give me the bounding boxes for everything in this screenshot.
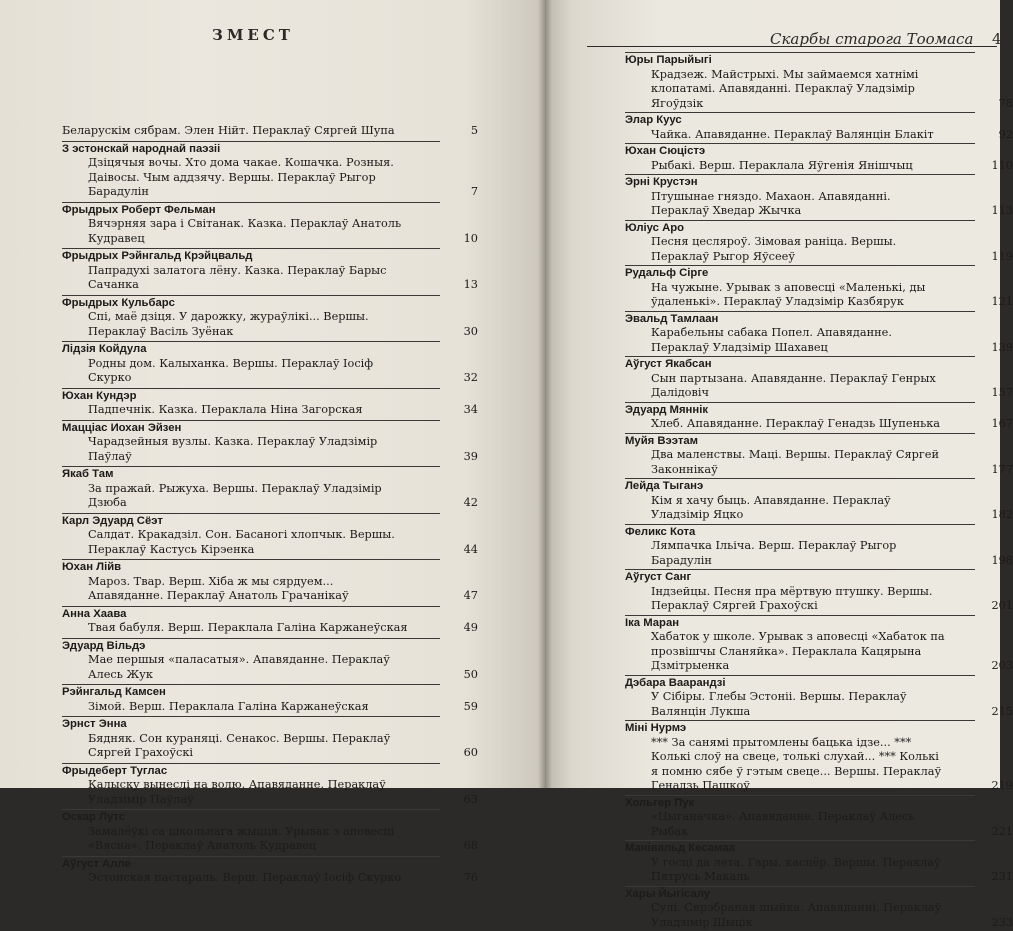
toc-author: Оскар Лутс	[62, 809, 440, 825]
toc-work	[62, 731, 478, 761]
toc-author: Фрыдеберт Туглас	[62, 763, 440, 779]
toc-entry	[62, 124, 478, 139]
toc-work-text: Крадзеж. Майстрыхі. Мы займаемся хатнімі клопатамі. Апавяданні. Пераклаў Уладзімір Ягоўдзік	[651, 67, 919, 110]
toc-work	[625, 448, 1013, 477]
toc-work	[62, 824, 478, 854]
toc-entry	[625, 52, 1013, 111]
toc-work-text: Два маленствы. Маці. Вершы. Пераклаў Сяргей Законнікаў	[651, 448, 939, 476]
toc-work	[625, 584, 1013, 614]
toc-author: З эстонскай народнай паэзіі	[62, 141, 440, 157]
toc-author: Эвальд Тамлаан	[625, 311, 975, 327]
toc-author: Юліус Аро	[625, 220, 975, 236]
toc-author: Дэбара Ваарандзі	[625, 675, 975, 691]
toc-entry	[625, 478, 1013, 523]
toc-work-text: Хлеб. Апавяданне. Пераклаў Генадзь Шупенька	[651, 417, 941, 430]
toc-entry	[62, 141, 478, 200]
toc-page-number: 5	[470, 124, 478, 137]
toc-page-number: 233	[991, 915, 1013, 929]
toc-work	[625, 127, 1013, 143]
toc-author: Муйя Вээтам	[625, 433, 975, 449]
toc-author: Анна Хаава	[62, 606, 440, 622]
toc-work	[625, 901, 1013, 930]
toc-work	[625, 630, 1013, 674]
toc-author: Аўгуст Санг	[625, 569, 975, 585]
toc-entry	[62, 248, 478, 293]
toc-page-number: 39	[463, 449, 478, 463]
toc-work	[62, 156, 478, 200]
toc-page-number: 177	[991, 462, 1013, 476]
toc-author: Юхан Лійв	[62, 559, 440, 575]
toc-page-number: 119	[991, 249, 1013, 263]
toc-author: Якаб Там	[62, 466, 440, 482]
toc-work-text: Папрадухі залатога лёну. Казка. Пераклаў Барыс Сачанка	[88, 263, 387, 291]
toc-page-number: 139	[991, 340, 1013, 354]
toc-work-text: Эстонская пастараль. Верш. Пераклаў Іосіф Скурко	[88, 871, 402, 884]
toc-author: Фрыдрых Роберт Фельман	[62, 202, 440, 218]
toc-entry	[625, 356, 1013, 401]
toc-entry	[625, 174, 1013, 219]
toc-page-number: 121	[991, 295, 1013, 308]
toc-work-text: У госці да лета. Гары, касцёр. Вершы. Пераклаў Пятрусь Макаль	[651, 855, 941, 883]
header-rule	[587, 46, 997, 47]
toc-title: ЗМЕСТ	[212, 26, 294, 44]
toc-entry	[62, 513, 478, 558]
toc-page-number: 167	[991, 417, 1013, 430]
toc-entry	[625, 524, 1013, 569]
toc-entry	[62, 809, 478, 854]
toc-work	[62, 435, 478, 464]
toc-work	[625, 417, 1013, 432]
toc-entry	[62, 388, 478, 418]
toc-work-text: У Сібіры. Глебы Эстоніі. Вершы. Пераклаў Валянцін Лукша	[651, 690, 907, 718]
toc-author: Аўгуст Якабсан	[625, 356, 975, 372]
toc-work	[625, 67, 1013, 112]
toc-page-number: 63	[463, 792, 478, 806]
toc-work	[62, 653, 478, 682]
toc-work-text: Падпечнік. Казка. Пераклала Ніна Загорская	[88, 403, 363, 416]
toc-page-number: 157	[991, 386, 1013, 399]
toc-page-number: 201	[991, 599, 1013, 612]
toc-work-text: За пражай. Рыжуха. Вершы. Пераклаў Уладзімір Дзюба	[88, 481, 382, 509]
toc-author: Феликс Кота	[625, 524, 975, 540]
toc-page-number: 13	[463, 278, 478, 291]
toc-author: Эдуард Вільдэ	[62, 638, 440, 654]
toc-author: Фрыдрых Рэйнгальд Крэйцвальд	[62, 248, 440, 264]
toc-entry	[62, 420, 478, 465]
toc-work	[62, 310, 478, 339]
toc-work	[62, 528, 478, 557]
toc-work-text: Птушынае гняздо. Махаон. Апавяданні. Пераклаў Хведар Жычка	[651, 189, 891, 217]
toc-page-number: 34	[463, 403, 478, 416]
toc-work-text: Сулі. Сярэбраная шыйка. Апавяданні. Пераклаў Уладзімір Шыцік	[651, 901, 942, 929]
toc-work-text: Сын партызана. Апавяданне. Пераклаў Генрых Далідовіч	[651, 371, 936, 399]
toc-work-text: Мае першыя «паласатыя». Апавяданне. Пераклаў Алесь Жук	[88, 653, 390, 681]
toc-work-text: Салдат. Кракадзіл. Сон. Басаногі хлопчык. Вершы. Пераклаў Кастусь Кірэенка	[88, 528, 395, 556]
toc-entry	[625, 265, 1013, 310]
toc-entry	[62, 295, 478, 340]
toc-page-number: 113	[991, 204, 1013, 217]
toc-entry	[625, 840, 1013, 885]
toc-work	[62, 403, 478, 418]
toc-author: Эрнст Энна	[62, 716, 440, 732]
toc-entry	[625, 720, 1013, 794]
toc-work-text: Вячэрняя зара і Світанак. Казка. Пераклаў Анатоль Кудравец	[88, 217, 402, 245]
toc-page-number: 198	[991, 553, 1013, 567]
toc-author: Хары Йыгісалу	[625, 886, 975, 902]
toc-page-number: 110	[991, 158, 1013, 172]
toc-author: Эрні Крустэн	[625, 174, 975, 190]
toc-page-number: 44	[463, 542, 478, 556]
toc-work-text: Спі, маё дзіця. У дарожку, жураўлікі... Вершы. Пераклаў Васіль Зуёнак	[88, 310, 369, 338]
toc-page-number: 60	[463, 746, 478, 759]
toc-page-number: 182	[991, 508, 1013, 521]
toc-entry	[625, 569, 1013, 614]
page-number: 4	[992, 30, 1002, 48]
toc-page-number: 49	[463, 621, 478, 634]
toc-page-number: 219	[991, 779, 1013, 792]
toc-work-text: Родны дом. Калыханка. Вершы. Пераклаў Іосіф Скурко	[88, 356, 374, 384]
toc-entry	[625, 795, 1013, 840]
toc-work-text: Хабаток у школе. Урывак з аповесці «Хабаток па прозвішчы Сланяйка». Пераклала Кацярына Дзмітрыенка	[651, 630, 945, 672]
toc-page-number: 42	[463, 496, 478, 509]
toc-work	[62, 481, 478, 511]
toc-work	[625, 280, 1013, 310]
toc-work	[625, 810, 1013, 839]
toc-entry	[625, 615, 1013, 674]
toc-author: Лідзія Койдула	[62, 341, 440, 357]
toc-author: Аўгуст Алле	[62, 856, 440, 872]
toc-author: Лейда Тыганэ	[625, 478, 975, 494]
toc-author: Хольгер Пук	[625, 795, 975, 811]
toc-work	[625, 189, 1013, 219]
toc-author: Фрыдрых Кульбарс	[62, 295, 440, 311]
toc-author: Юхан Кундэр	[62, 388, 440, 404]
toc-work-text: Песня цесляроў. Зімовая раніца. Вершы. Пераклаў Рыгор Яўсееў	[651, 235, 897, 263]
toc-work	[625, 690, 1013, 719]
toc-entry	[62, 716, 478, 761]
running-head: Скарбы старога Тоомаса	[770, 30, 974, 48]
toc-page-number: 231	[991, 870, 1013, 883]
toc-work-text: Бядняк. Сон кураняці. Сенакос. Вершы. Пераклаў Сяргей Грахоўскі	[88, 731, 391, 759]
toc-work	[625, 235, 1013, 264]
toc-work-text: Калыску вынеслі на волю. Апавяданне. Пераклаў Уладзімір Паўлаў	[88, 778, 386, 806]
toc-entry	[625, 112, 1013, 142]
toc-entry	[62, 638, 478, 683]
toc-page-number: 7	[470, 185, 478, 198]
toc-entry	[625, 402, 1013, 432]
toc-page-number: 50	[463, 667, 478, 681]
toc-work	[62, 217, 478, 246]
toc-entry	[62, 466, 478, 511]
toc-list-right	[625, 52, 1013, 931]
toc-page-number: 221	[991, 824, 1013, 838]
toc-work-text: *** За санямі прытомлены бацька ідзе... *** Колькі слоў на свеце, толькі слухай... *** Колькі я помню сябе ў гэтым свеце... Вершы. Пераклаў Генадзь Пашкоў	[651, 735, 942, 792]
toc-work-text: Рыбакі. Верш. Пераклала Яўгенія Янішчыц	[651, 158, 913, 172]
toc-work-text: Мароз. Твар. Верш. Хіба ж мы сярдуем... Апавяданне. Пераклаў Анатоль Грачанікаў	[88, 574, 349, 602]
toc-work-text: Карабельны сабака Попел. Апавяданне. Пераклаў Уладзімір Шахавец	[651, 326, 892, 354]
toc-work-text: «Цыганачка». Апавяданне. Пераклаў Алесь Рыбак	[651, 810, 915, 838]
toc-work-text: Чарадзейныя вузлы. Казка. Пераклаў Уладзімір Паўлаў	[88, 435, 378, 463]
toc-entry	[625, 675, 1013, 720]
toc-work-text: Кім я хачу быць. Апавяданне. Пераклаў Уладзімір Яцко	[651, 493, 891, 521]
toc-entry	[62, 856, 478, 886]
toc-author: Эдуард Мяннік	[625, 402, 975, 418]
toc-page-number: 32	[463, 371, 478, 384]
toc-work	[62, 699, 478, 715]
toc-author: Мацціас Иохан Эйзен	[62, 420, 440, 436]
toc-author: Міні Нурмэ	[625, 720, 975, 736]
toc-author: Юхан Сюцістэ	[625, 143, 975, 159]
toc-entry	[62, 341, 478, 386]
book-gutter	[538, 0, 552, 788]
toc-entry	[625, 311, 1013, 356]
toc-work	[62, 263, 478, 293]
toc-entry	[62, 606, 478, 636]
toc-work	[62, 871, 478, 886]
toc-list-left	[62, 124, 478, 888]
toc-page-number: 92	[998, 127, 1013, 141]
toc-work	[625, 539, 1013, 568]
toc-entry	[625, 433, 1013, 478]
toc-work	[625, 735, 1013, 794]
toc-page-number: 76	[463, 871, 478, 884]
toc-work-text: Беларускім сябрам. Элен Нійт. Пераклаў Сяргей Шупа	[62, 124, 395, 137]
toc-work	[625, 493, 1013, 523]
toc-work-text: Дзіцячыя вочы. Хто дома чакае. Кошачка. Розныя. Даівосы. Чым аддзячу. Вершы. Пераклаў Рыгор Барадулін	[88, 156, 394, 198]
toc-work-text: На чужыне. Урывак з аповесці «Маленькі, ды ўдаленькі». Пераклаў Уладзімір Казбярук	[651, 280, 926, 308]
toc-author: Карл Эдуард Сёэт	[62, 513, 440, 529]
toc-work	[625, 855, 1013, 885]
toc-page-number: 78	[998, 96, 1013, 110]
toc-author: Элар Куус	[625, 112, 975, 128]
toc-author: Іка Маран	[625, 615, 975, 631]
toc-page-number: 215	[991, 704, 1013, 718]
right-page	[545, 0, 1013, 929]
toc-page-number: 30	[463, 324, 478, 338]
toc-entry	[62, 202, 478, 247]
toc-work	[62, 621, 478, 636]
toc-page-number: 59	[463, 699, 478, 713]
toc-author: Манівальд Кесамаа	[625, 840, 975, 856]
toc-entry	[62, 559, 478, 604]
toc-work	[62, 778, 478, 807]
toc-work	[625, 158, 1013, 174]
toc-work-text: Індзейцы. Песня пра мёртвую птушку. Вершы. Пераклаў Сяргей Грахоўскі	[651, 584, 933, 612]
toc-page-number: 203	[991, 659, 1013, 672]
toc-work-text: Чайка. Апавяданне. Пераклаў Валянцін Блакіт	[651, 127, 934, 141]
toc-page-number: 10	[463, 231, 478, 245]
toc-entry	[625, 220, 1013, 265]
toc-page-number: 68	[463, 839, 478, 852]
toc-work-text: Замалёўкі са школьнага жыцця. Урывак з аповесці «Вясна». Пераклаў Анатоль Кудравец	[88, 824, 395, 852]
toc-page-number: 47	[463, 589, 478, 602]
toc-author: Рэйнгальд Камсен	[62, 684, 440, 700]
toc-entry	[625, 143, 1013, 173]
toc-work	[62, 574, 478, 604]
toc-work	[62, 124, 478, 139]
toc-work	[625, 371, 1013, 401]
toc-work	[62, 356, 478, 386]
toc-work-text: Твая бабуля. Верш. Пераклала Галіна Каржанеўская	[88, 621, 408, 634]
toc-work	[625, 326, 1013, 355]
toc-entry	[62, 684, 478, 714]
toc-author: Юры Парыйыгі	[625, 52, 975, 68]
toc-entry	[62, 763, 478, 808]
toc-author: Рудальф Сірге	[625, 265, 975, 281]
toc-work-text: Зімой. Верш. Пераклала Галіна Каржанеўская	[88, 699, 369, 713]
toc-work-text: Лямпачка Ільіча. Верш. Пераклаў Рыгор Барадулін	[651, 539, 897, 567]
toc-entry	[625, 886, 1013, 931]
